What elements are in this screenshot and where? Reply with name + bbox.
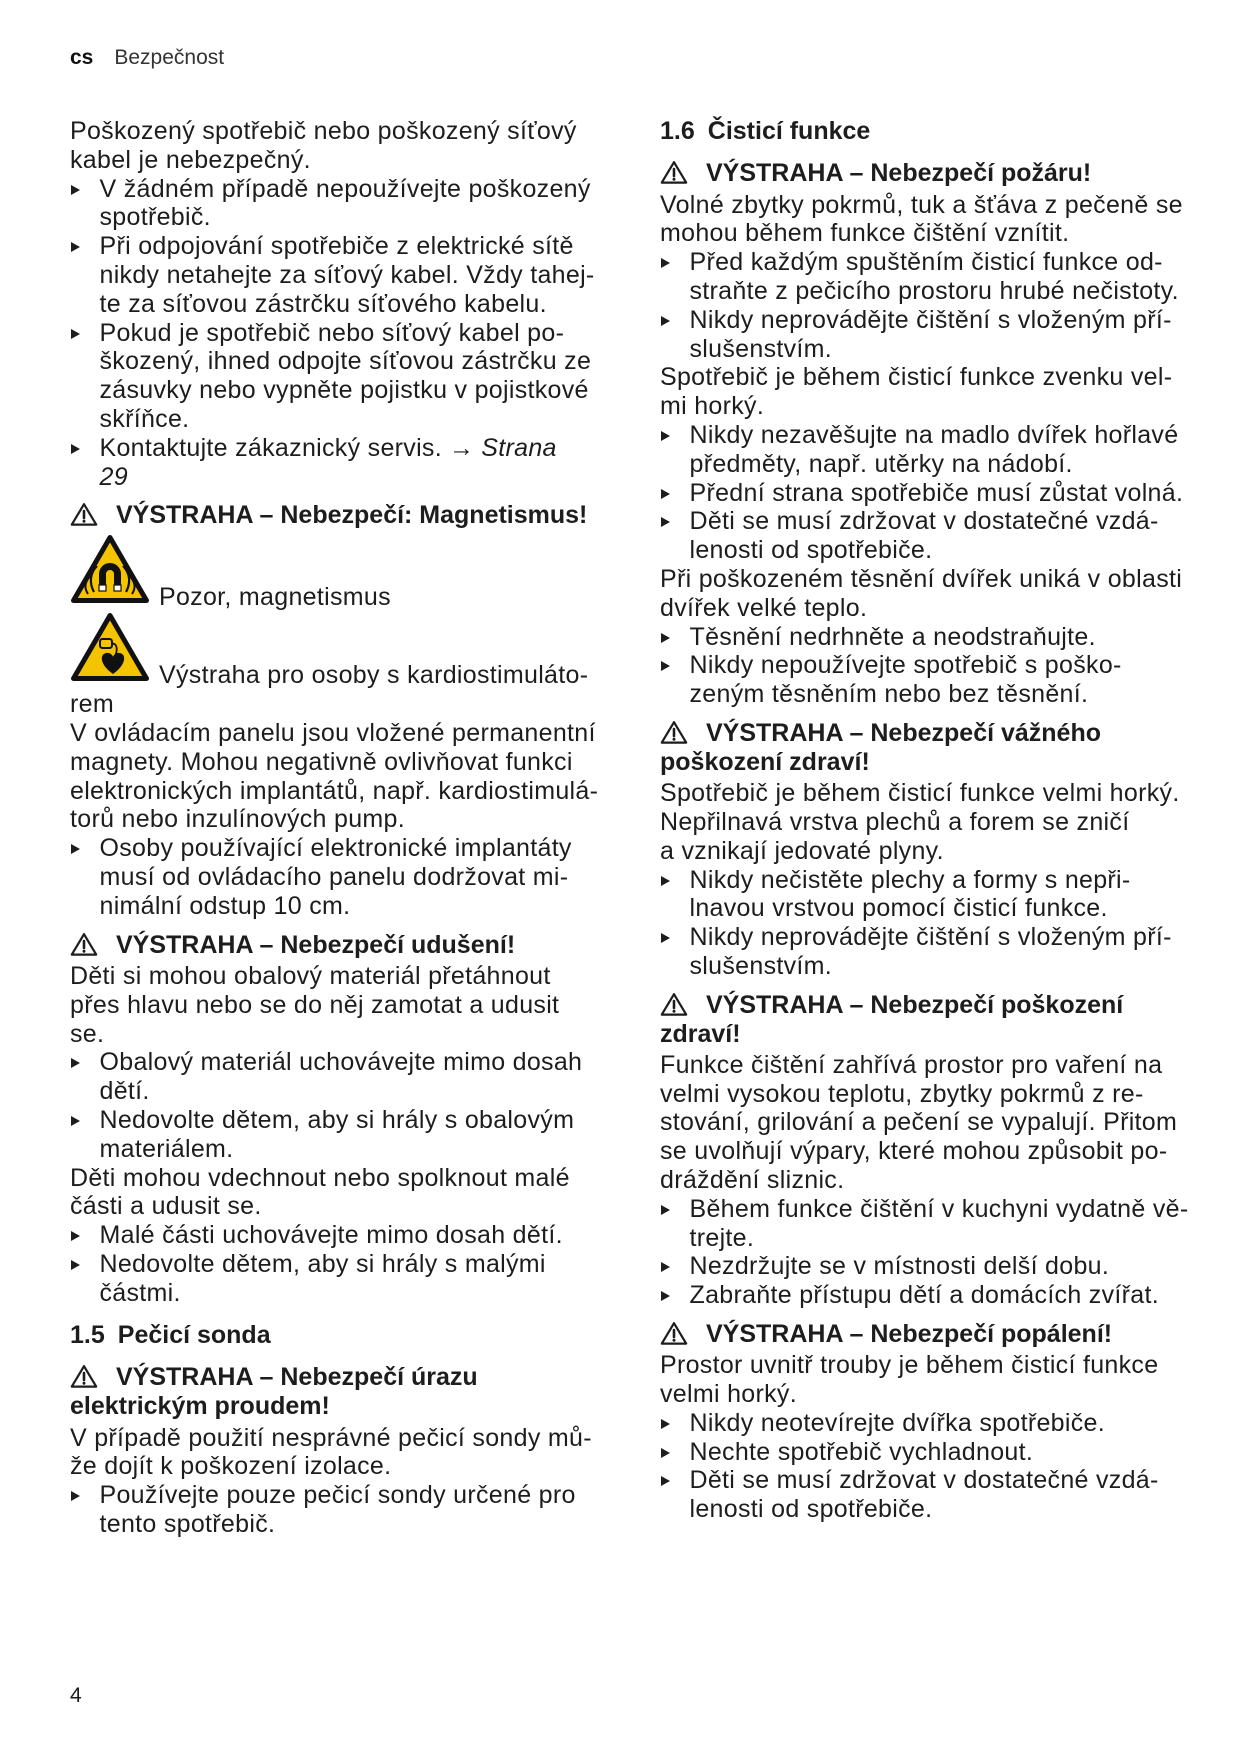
bullet-item [70, 175, 630, 233]
bullet-text: Osoby používající elektronické implantáty musí od ovládacího panelu dodržovat mi- nimální odstup 10 cm. [99, 834, 572, 920]
bullet-marker-icon [71, 185, 80, 195]
bullet-item [70, 232, 630, 318]
section-title: Pečicí sonda [117, 1321, 271, 1350]
paragraph: Při poškozeném těsnění dvířek uniká v oblasti dvířek velké teplo. [660, 565, 1183, 622]
warning-heading [660, 981, 1220, 1051]
bullet-marker-icon [661, 933, 670, 943]
warning-heading-text: VÝSTRAHA – Nebezpečí: Magnetismus! [116, 501, 588, 530]
cross-reference-link[interactable]: Strana 29 [99, 433, 557, 491]
warning-triangle-icon [70, 932, 98, 956]
bullet-item [660, 248, 1220, 306]
warning-heading-text: VÝSTRAHA – Nebezpečí úrazu elektrickým proudem! [70, 1363, 478, 1421]
bullet-text: Nechte spotřebič vychladnout. [689, 1437, 1034, 1466]
warning-triangle-icon [660, 160, 688, 184]
bullet-text: Obalový materiál uchovávejte mimo dosah dětí. [99, 1048, 583, 1106]
bullet-text: Pokud je spotřebič nebo síťový kabel po- škozený, ihned odpojte síťovou zástrčku ze zásuvky nebo vypněte pojistku v pojistkové skříňce. [99, 318, 592, 433]
bullet-item [660, 1409, 1220, 1438]
warning-triangle-icon [660, 720, 688, 744]
paragraph: V ovládacím panelu jsou vložené permanentní magnety. Mohou negativně ovlivňovat funkci elektronických implantátů, např. kardiostimulá- torů nebo inzulínových pump. [70, 719, 599, 834]
safety-sign-caption: Výstraha pro osoby s kardiostimuláto- rem [70, 661, 589, 719]
warning-heading-text: VÝSTRAHA – Nebezpečí udušení! [116, 930, 516, 959]
bullet-item [70, 1250, 630, 1308]
bullet-item [660, 1438, 1220, 1467]
bullet-item [70, 1481, 630, 1539]
bullet-item [660, 1281, 1220, 1310]
safety-sign [70, 533, 630, 612]
page-header [70, 46, 224, 70]
bullet-text: Zabraňte přístupu dětí a domácích zvířat. [689, 1281, 1159, 1310]
language-code: cs [70, 46, 94, 69]
bullet-text: Před každým spuštěním čisticí funkce od- straňte z pečicího prostoru hrubé nečistoty. [689, 248, 1179, 306]
bullet-marker-icon [71, 444, 80, 454]
paragraph: Funkce čištění zahřívá prostor pro vaření na velmi vysokou teplotu, zbytky pokrmů z re- stování, grilování a pečení se vypalují. Přitom se uvolňují výpary, které mohou způsobit po- dráždění sliznic. [660, 1050, 1178, 1194]
bullet-item [70, 834, 630, 920]
warning-heading-text: VÝSTRAHA – Nebezpečí požáru! [706, 159, 1092, 188]
bullet-item [660, 923, 1220, 981]
bullet-marker-icon [71, 1058, 80, 1068]
bullet-text: Při odpojování spotřebiče z elektrické sítě nikdy netahejte za síťový kabel. Vždy tahej- te za síťovou zástrčku síťového kabelu. [99, 232, 595, 318]
bullet-marker-icon [661, 1291, 670, 1301]
bullet-item [70, 1106, 630, 1164]
bullet-text: Nikdy neprovádějte čištění s vloženým pří- slušenstvím. [689, 923, 1172, 980]
bullet-text: V žádném případě nepoužívejte poškozený spotřebič. [99, 174, 591, 232]
bullet-item [660, 507, 1220, 565]
warning-heading [660, 149, 1220, 190]
bullet-marker-icon [661, 517, 670, 527]
bullet-item [70, 434, 630, 492]
bullet-marker-icon [661, 1205, 670, 1215]
bullet-marker-icon [661, 489, 670, 499]
bullet-item [70, 1221, 630, 1250]
bullet-item [660, 1466, 1220, 1524]
warning-triangle-icon [70, 502, 98, 526]
left-column [70, 117, 630, 1539]
bullet-marker-icon [661, 661, 670, 671]
bullet-text: Těsnění nedrhněte a neodstraňujte. [689, 622, 1096, 651]
bullet-item [70, 1048, 630, 1106]
chapter-name: Bezpečnost [114, 46, 225, 69]
bullet-marker-icon [661, 1476, 670, 1486]
bullet-text: Kontaktujte zákaznický servis. [99, 433, 442, 462]
paragraph: Spotřebič je během čisticí funkce velmi horký. Nepřilnavá vrstva plechů a forem se zničí a vznikají jedovaté plyny. [660, 779, 1180, 865]
paragraph: Prostor uvnitř trouby je během čisticí funkce velmi horký. [660, 1351, 1159, 1409]
warning-heading [70, 921, 630, 962]
bullet-marker-icon [661, 431, 670, 441]
bullet-marker-icon [71, 844, 80, 854]
bullet-item [660, 623, 1220, 652]
right-column [660, 117, 1220, 1524]
bullet-text: Děti se musí zdržovat v dostatečné vzdá- lenosti od spotřebiče. [689, 1466, 1159, 1524]
paragraph: V případě použití nesprávné pečicí sondy mů- že dojít k poškození izolace. [70, 1423, 592, 1481]
bullet-item [660, 1195, 1220, 1253]
bullet-marker-icon [661, 1419, 670, 1429]
paragraph: Spotřebič je během čisticí funkce zvenku vel- mi horký. [660, 363, 1173, 421]
page-number: 4 [70, 1684, 82, 1707]
warning-heading-text: VÝSTRAHA – Nebezpečí popálení! [706, 1319, 1113, 1348]
bullet-marker-icon [661, 316, 670, 326]
warning-triangle-icon [70, 1364, 98, 1388]
bullet-marker-icon [71, 1116, 80, 1126]
warning-heading [70, 1353, 630, 1423]
section-heading [70, 1307, 630, 1353]
warning-heading [660, 1310, 1220, 1351]
bullet-text: Nikdy nezavěšujte na madlo dvířek hořlavé předměty, např. utěrky na nádobí. [689, 421, 1179, 478]
safety-sign-caption: Pozor, magnetismus [159, 582, 391, 611]
bullet-item [660, 421, 1220, 479]
bullet-marker-icon [661, 258, 670, 268]
bullet-item [70, 319, 630, 434]
bullet-text: Malé části uchovávejte mimo dosah dětí. [99, 1221, 563, 1250]
pacemaker-warning-icon [70, 611, 150, 683]
warning-triangle-icon [660, 1321, 688, 1345]
safety-sign [70, 611, 630, 719]
bullet-marker-icon [71, 242, 80, 252]
bullet-text: Nikdy neprovádějte čištění s vloženým pří- slušenstvím. [689, 305, 1172, 363]
bullet-text: Používejte pouze pečicí sondy určené pro tento spotřebič. [99, 1481, 576, 1538]
bullet-marker-icon [661, 1262, 670, 1272]
bullet-item [660, 651, 1220, 709]
cross-reference-arrow: → [448, 433, 475, 462]
bullet-item [660, 479, 1220, 508]
bullet-marker-icon [661, 633, 670, 643]
bullet-marker-icon [71, 1231, 80, 1241]
bullet-item [660, 306, 1220, 364]
bullet-item [660, 1252, 1220, 1281]
section-heading [660, 117, 1220, 149]
bullet-text: Nedovolte dětem, aby si hrály s obalovým materiálem. [99, 1105, 575, 1163]
section-number: 1.5 [70, 1321, 105, 1350]
warning-heading [70, 491, 630, 532]
bullet-text: Nikdy neotevírejte dvířka spotřebiče. [689, 1408, 1105, 1437]
paragraph: Poškozený spotřebič nebo poškozený síťový kabel je nebezpečný. [70, 117, 577, 174]
bullet-marker-icon [661, 876, 670, 886]
section-title: Čisticí funkce [707, 117, 871, 145]
bullet-marker-icon [71, 329, 80, 339]
bullet-text: Přední strana spotřebiče musí zůstat volná. [689, 478, 1184, 507]
bullet-item [660, 866, 1220, 924]
bullet-text: Děti se musí zdržovat v dostatečné vzdá- lenosti od spotřebiče. [689, 507, 1159, 565]
bullet-text: Nezdržujte se v místnosti delší dobu. [689, 1252, 1110, 1281]
warning-heading-text: VÝSTRAHA – Nebezpečí vážného poškození zdraví! [660, 719, 1102, 776]
paragraph: Děti si mohou obalový materiál přetáhnout přes hlavu nebo se do něj zamotat a udusit se. [70, 961, 560, 1048]
section-number: 1.6 [660, 117, 695, 145]
warning-triangle-icon [660, 992, 688, 1016]
paragraph: Volné zbytky pokrmů, tuk a šťáva z pečeně se mohou během funkce čištění vznítit. [660, 190, 1183, 248]
bullet-marker-icon [71, 1491, 80, 1501]
paragraph: Děti mohou vdechnout nebo spolknout malé části a udusit se. [70, 1163, 570, 1221]
bullet-marker-icon [661, 1448, 670, 1458]
warning-heading [660, 709, 1220, 779]
warning-heading-text: VÝSTRAHA – Nebezpečí poškození zdraví! [660, 990, 1124, 1048]
bullet-text: Nikdy nepoužívejte spotřebič s poško- zeným těsněním nebo bez těsnění. [689, 651, 1122, 709]
bullet-text: Během funkce čištění v kuchyni vydatně vě- trejte. [689, 1194, 1189, 1252]
bullet-text: Nedovolte dětem, aby si hrály s malými částmi. [99, 1249, 546, 1307]
magnetism-warning-icon [70, 533, 150, 605]
bullet-text: Nikdy nečistěte plechy a formy s nepři- lnavou vrstvou pomocí čisticí funkce. [689, 865, 1131, 923]
bullet-marker-icon [71, 1260, 80, 1270]
